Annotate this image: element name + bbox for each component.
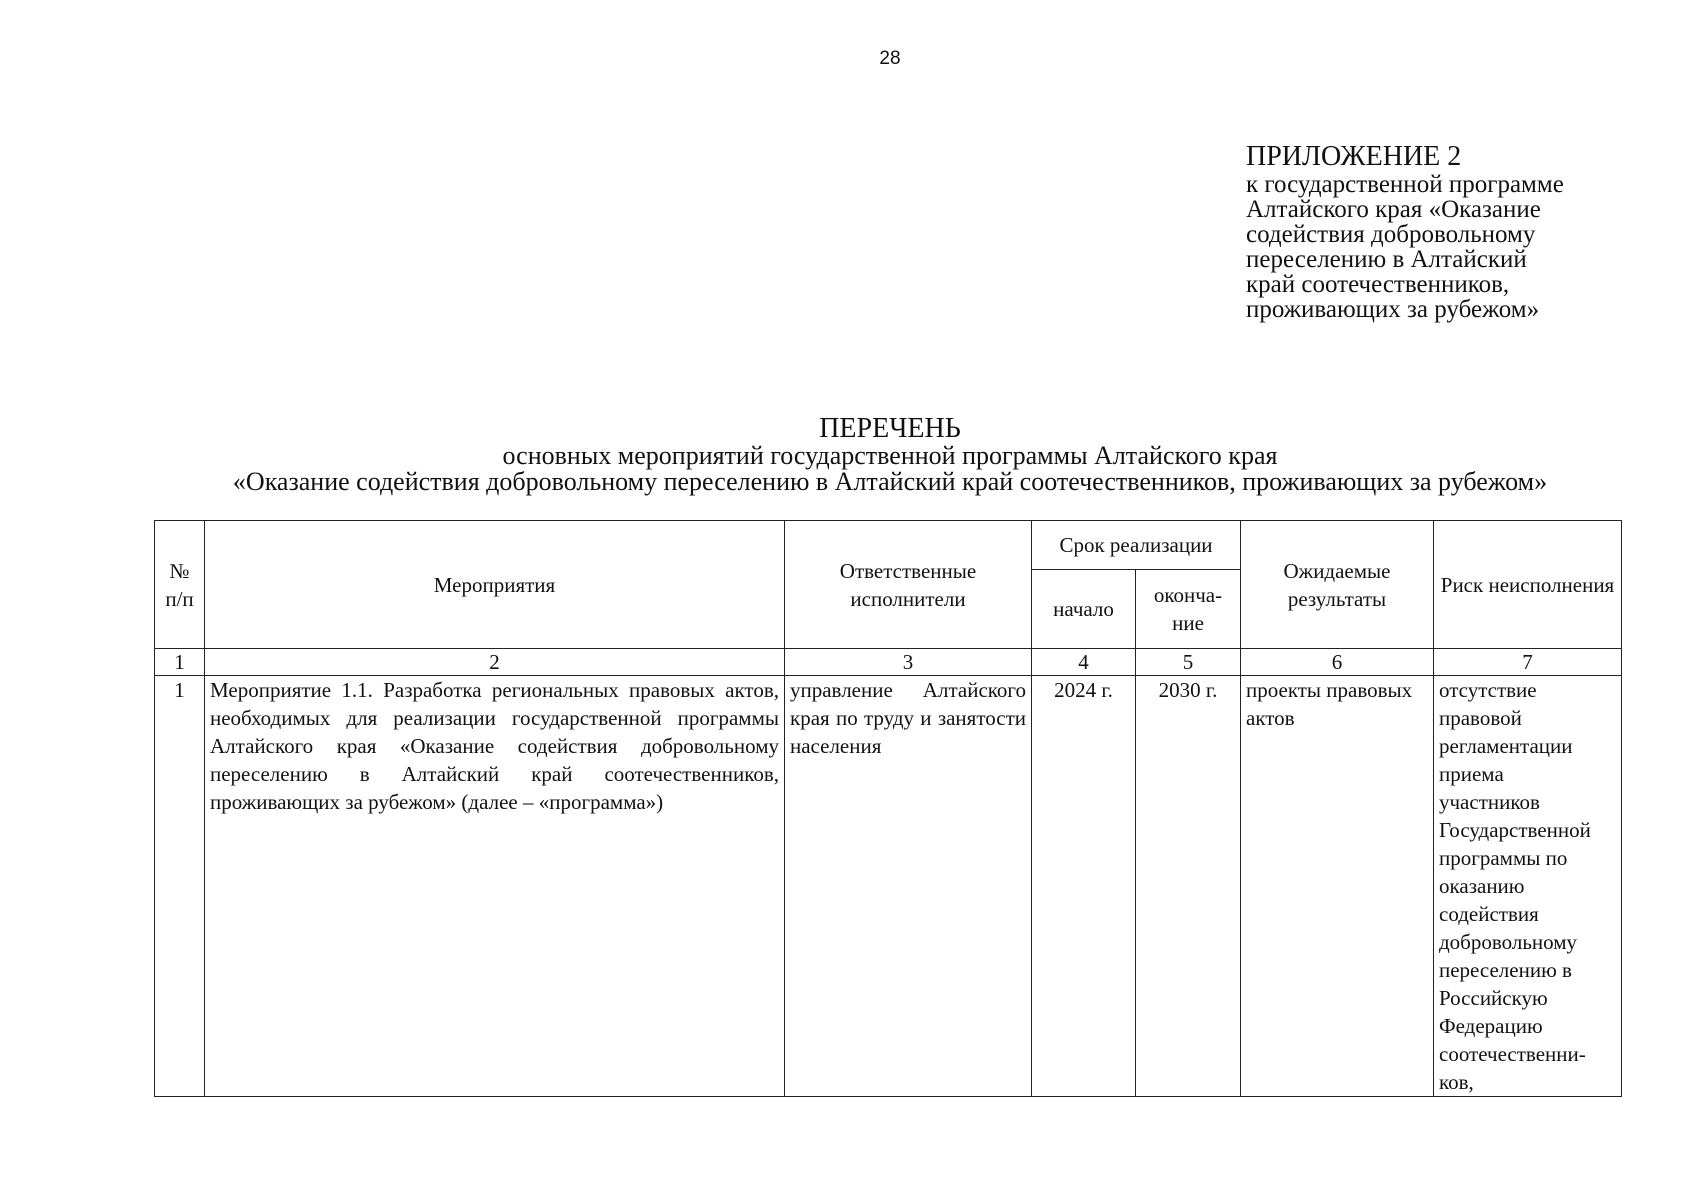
document-title bbox=[0, 415, 1697, 495]
header-responsible: Ответственные исполнители bbox=[785, 521, 1032, 649]
column-number: 3 bbox=[785, 649, 1032, 676]
column-number: 7 bbox=[1434, 649, 1622, 676]
risk-line: программы по bbox=[1439, 846, 1568, 870]
column-number: 4 bbox=[1032, 649, 1136, 676]
row-activity: Мероприятие 1.1. Разработка региональных правовых актов, необходимых для реализации государственной программы Алтайского края «Оказание содействия добровольному переселению в Алтайский край соотечественников, проживающих за рубежом» (далее – «программа») bbox=[205, 676, 785, 1097]
appendix-line: переселению в Алтайский bbox=[1246, 246, 1527, 273]
row-risk bbox=[1434, 676, 1622, 1097]
column-number: 6 bbox=[1241, 649, 1434, 676]
risk-line: добровольному bbox=[1439, 930, 1578, 954]
appendix-line: Алтайского края «Оказание bbox=[1246, 196, 1541, 223]
header-num: № п/п bbox=[155, 521, 205, 649]
risk-line: Государственной bbox=[1439, 818, 1591, 842]
column-number: 1 bbox=[155, 649, 205, 676]
risk-line: отсутствие bbox=[1439, 678, 1537, 702]
header-results: Ожидаемые результаты bbox=[1241, 521, 1434, 649]
table-row bbox=[155, 676, 1622, 1097]
risk-line: переселению в bbox=[1439, 958, 1572, 982]
appendix-block bbox=[1246, 142, 1686, 322]
activities-table bbox=[154, 520, 1622, 1097]
risk-line: правовой bbox=[1439, 706, 1522, 730]
header-start: начало bbox=[1032, 570, 1136, 649]
row-results: проекты правовых актов bbox=[1241, 676, 1434, 1097]
risk-line: участников bbox=[1439, 790, 1540, 814]
header-activity: Мероприятия bbox=[205, 521, 785, 649]
risk-line: Российскую bbox=[1439, 986, 1548, 1010]
row-start: 2024 г. bbox=[1032, 676, 1136, 1097]
header-end: оконча- ние bbox=[1136, 570, 1241, 649]
risk-line: Федерацию bbox=[1439, 1014, 1543, 1038]
risk-line: ков, bbox=[1439, 1070, 1474, 1094]
row-end: 2030 г. bbox=[1136, 676, 1241, 1097]
column-number-row bbox=[155, 649, 1622, 676]
row-number: 1 bbox=[155, 676, 205, 1097]
risk-line: содействия bbox=[1439, 902, 1539, 926]
appendix-line: к государственной программе bbox=[1246, 171, 1564, 198]
column-number: 2 bbox=[205, 649, 785, 676]
column-number: 5 bbox=[1136, 649, 1241, 676]
risk-line: соотечественни- bbox=[1439, 1042, 1586, 1066]
risk-line: приема bbox=[1439, 762, 1504, 786]
page-number: 28 bbox=[879, 48, 901, 69]
appendix-line: край соотечественников, bbox=[1246, 271, 1510, 298]
appendix-heading: ПРИЛОЖЕНИЕ 2 bbox=[1246, 141, 1462, 172]
title-heading: ПЕРЕЧЕНЬ bbox=[819, 413, 961, 444]
title-line: основных мероприятий государственной программы Алтайского края bbox=[502, 441, 1278, 470]
appendix-line: проживающих за рубежом» bbox=[1246, 296, 1540, 323]
row-responsible: управление Алтайского края по труду и занятости населения bbox=[785, 676, 1032, 1097]
appendix-line: содействия добровольному bbox=[1246, 221, 1536, 248]
title-line: «Оказание содействия добровольному переселению в Алтайский край соотечественников, проживающих за рубежом» bbox=[232, 467, 1548, 496]
header-period: Срок реализации bbox=[1032, 521, 1241, 570]
header-risk: Риск неисполнения bbox=[1434, 521, 1622, 649]
risk-line: регламентации bbox=[1439, 734, 1573, 758]
risk-line: оказанию bbox=[1439, 874, 1525, 898]
